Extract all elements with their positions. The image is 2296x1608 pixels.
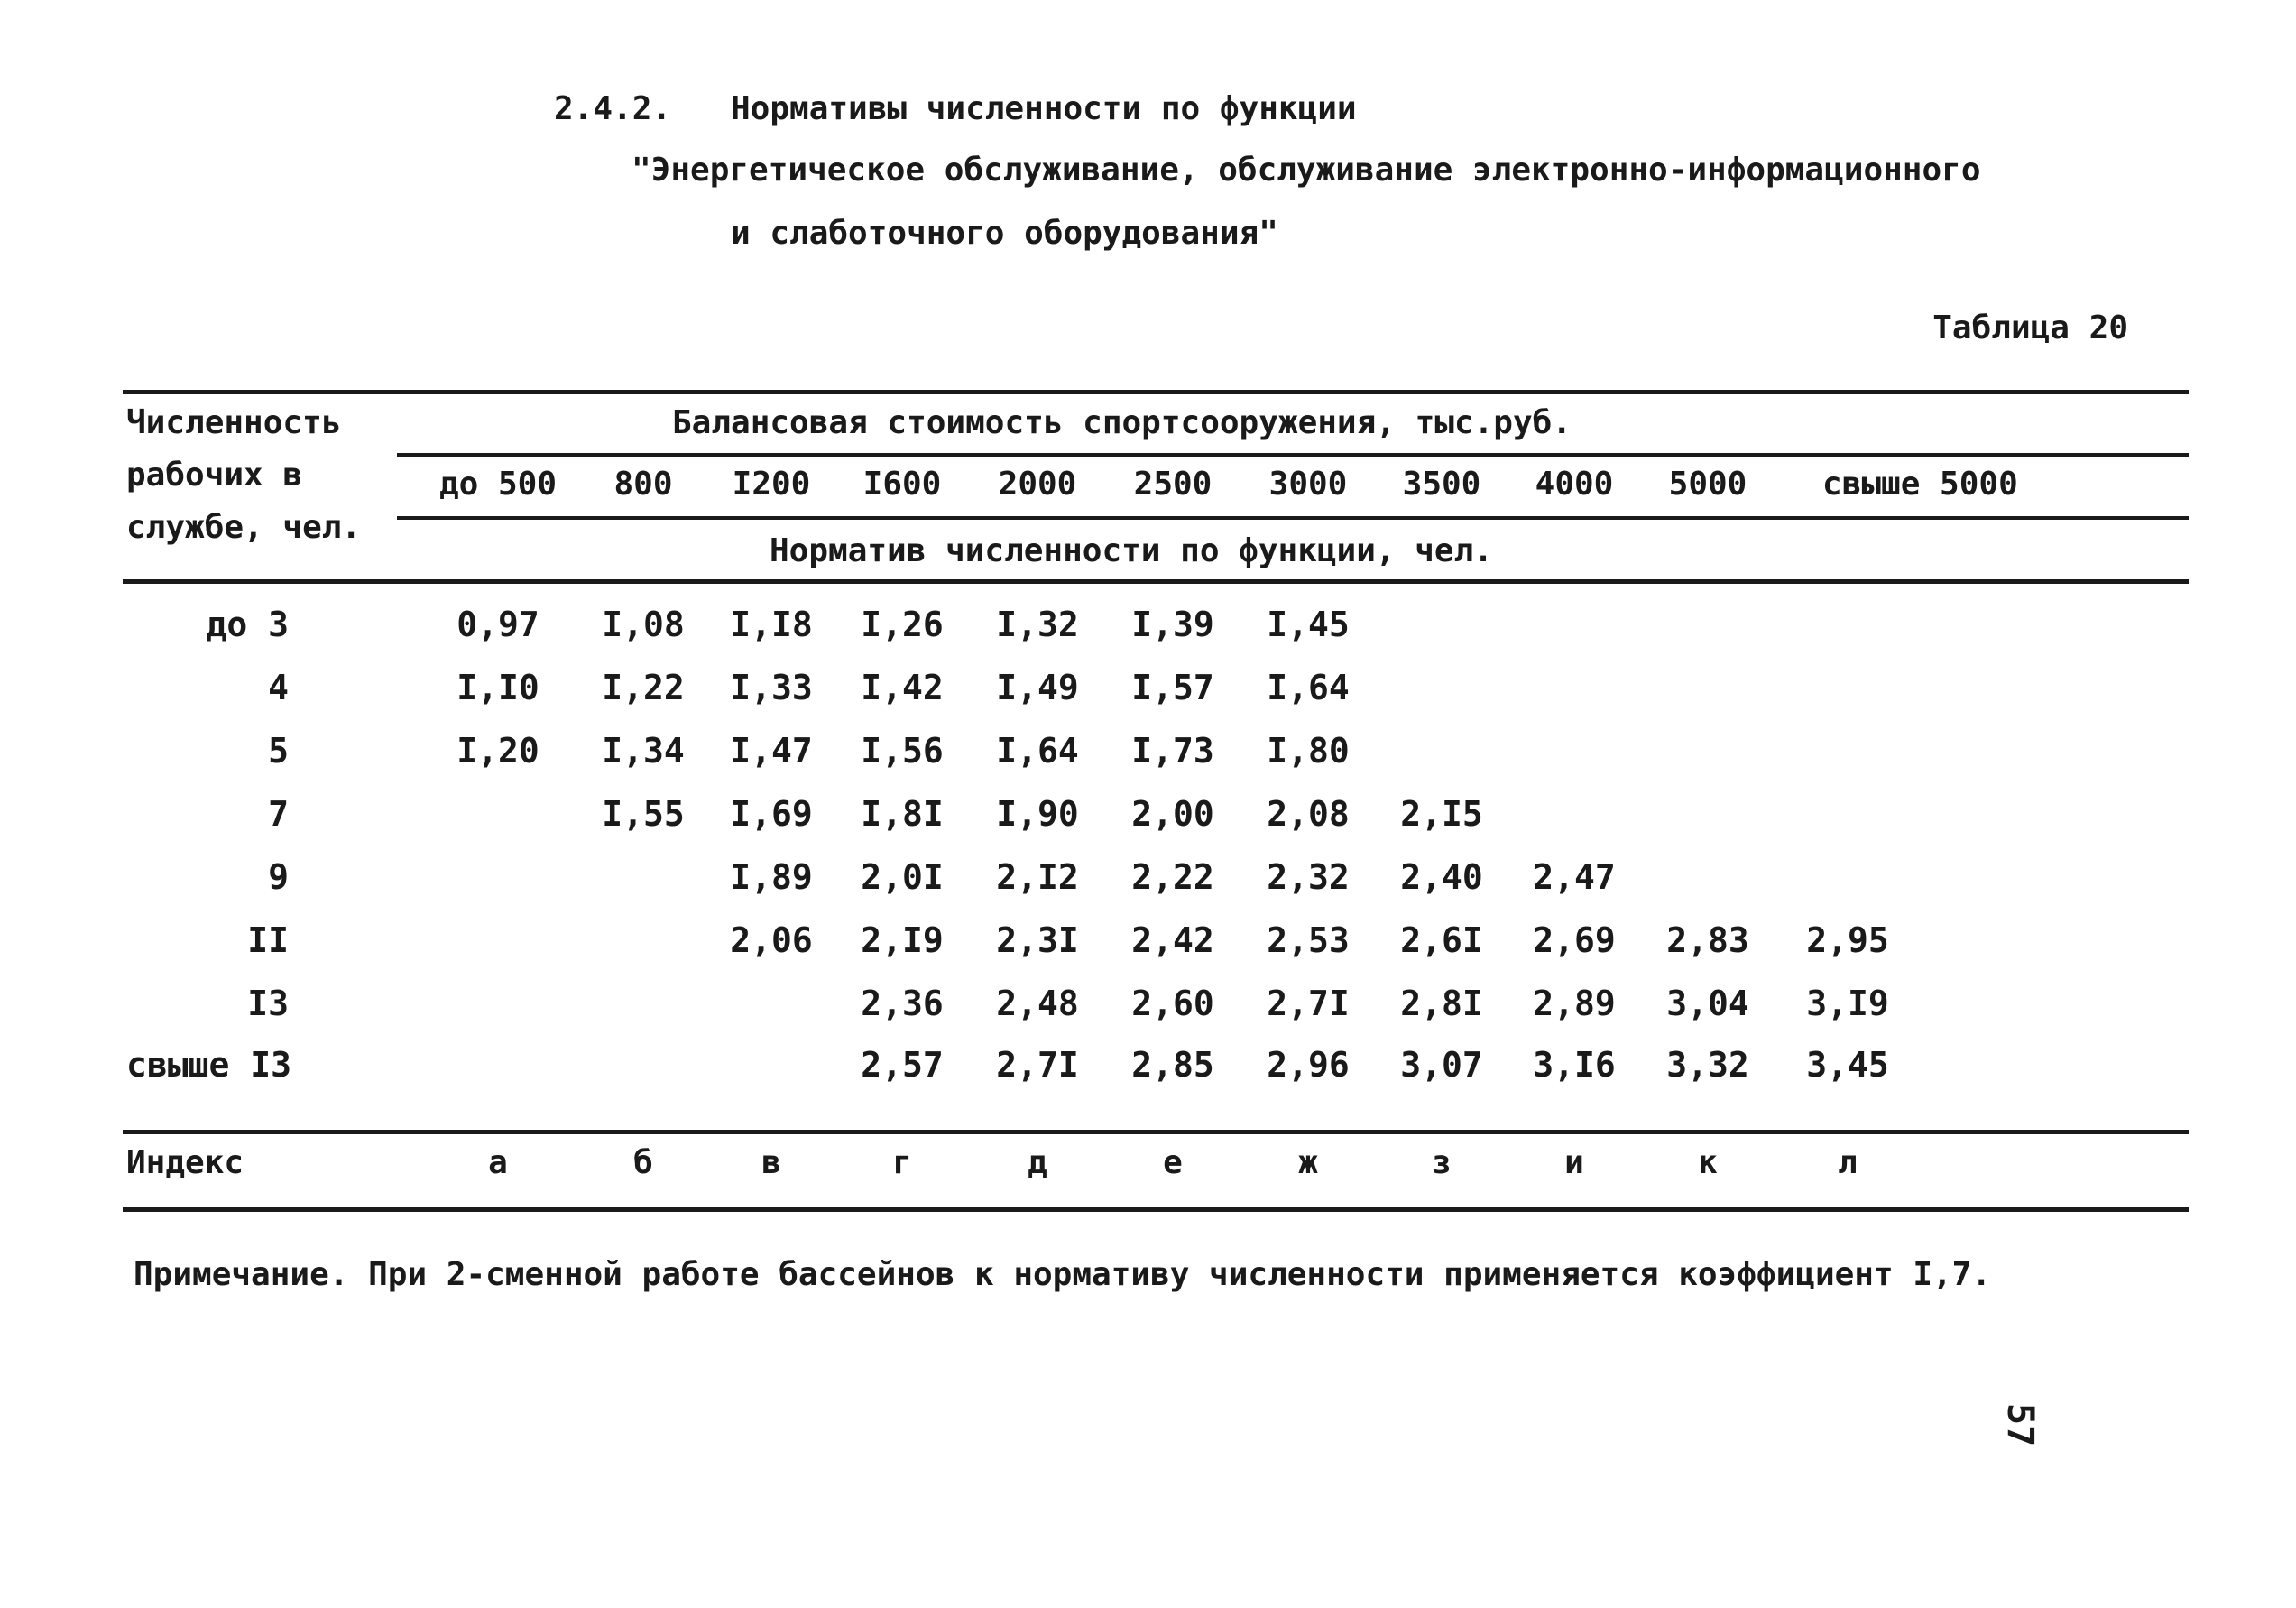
table-cell: 0,97 [456, 605, 539, 644]
table-cell: 2,3I [996, 920, 1079, 960]
table-cell: 2,32 [1267, 857, 1350, 897]
column-header: 3500 [1402, 466, 1481, 503]
table-cell: 3,32 [1666, 1045, 1749, 1085]
table-cell: I,39 [1131, 605, 1214, 644]
table-cell: 2,7I [1267, 984, 1350, 1023]
index-cell: б [633, 1144, 653, 1181]
group-header: Балансовая стоимость спортсооружения, тыс.руб. [672, 404, 1572, 441]
table-cell: 2,I5 [1400, 794, 1483, 834]
index-cell: г [892, 1144, 912, 1181]
table-bottom-rule [123, 1207, 2189, 1212]
table-cell: I,89 [730, 857, 813, 897]
table-cell: 2,69 [1533, 920, 1616, 960]
group-header-rule [397, 453, 2189, 457]
row-label: 9 [268, 857, 289, 897]
index-cell: д [1028, 1144, 1047, 1181]
table-cell: I,45 [1267, 605, 1350, 644]
row-label: 4 [268, 668, 289, 707]
table-cell: I,47 [730, 731, 813, 771]
table-cell: 2,06 [730, 920, 813, 960]
column-header: I200 [732, 466, 811, 503]
column-header: свыше 5000 [1822, 466, 2018, 503]
column-header: 2500 [1133, 466, 1213, 503]
table-cell: 2,53 [1267, 920, 1350, 960]
index-top-rule [123, 1130, 2189, 1134]
table-cell: 2,60 [1131, 984, 1214, 1023]
column-header: 800 [613, 466, 673, 503]
index-cell: е [1163, 1144, 1183, 1181]
table-cell: I,I0 [456, 668, 539, 707]
table-cell: 2,47 [1533, 857, 1616, 897]
table-cell: I,20 [456, 731, 539, 771]
table-cell: 2,85 [1131, 1045, 1214, 1085]
row-label: 5 [268, 731, 289, 771]
table-cell: 2,57 [861, 1045, 944, 1085]
table-cell: I,64 [996, 731, 1079, 771]
column-header: 4000 [1535, 466, 1614, 503]
column-header: 2000 [998, 466, 1077, 503]
table-cell: I,32 [996, 605, 1079, 644]
row-header-line-3: службе, чел. [126, 509, 362, 546]
index-cell: в [761, 1144, 781, 1181]
table-cell: 3,45 [1806, 1045, 1889, 1085]
row-label: свыше I3 [126, 1045, 292, 1085]
table-cell: 2,I2 [996, 857, 1079, 897]
row-label: I3 [247, 984, 289, 1023]
heading-line-1: Нормативы численности по функции [731, 90, 1357, 127]
row-label: 7 [268, 794, 289, 834]
row-header-line-1: Численность [126, 404, 342, 441]
table-cell: 2,36 [861, 984, 944, 1023]
table-cell: 2,0I [861, 857, 944, 897]
table-cell: I,33 [730, 668, 813, 707]
table-cell: I,42 [861, 668, 944, 707]
table-cell: 2,22 [1131, 857, 1214, 897]
table-cell: 2,48 [996, 984, 1079, 1023]
heading-line-3: и слаботочного оборудования" [731, 215, 1278, 252]
table-cell: 2,95 [1806, 920, 1889, 960]
index-cell: а [488, 1144, 508, 1181]
table-cell: 2,08 [1267, 794, 1350, 834]
section-heading [554, 90, 1357, 127]
table-cell: 2,40 [1400, 857, 1483, 897]
table-cell: 2,7I [996, 1045, 1079, 1085]
table-cell: I,90 [996, 794, 1079, 834]
heading-line-2: "Энергетическое обслуживание, обслуживание электронно-информационного [632, 152, 1981, 189]
table-cell: I,57 [1131, 668, 1214, 707]
table-cell: I,73 [1131, 731, 1214, 771]
table-cell: 3,04 [1666, 984, 1749, 1023]
table-cell: I,34 [602, 731, 685, 771]
table-top-rule [123, 390, 2189, 394]
section-number: 2.4.2. [554, 90, 672, 127]
table-cell: I,26 [861, 605, 944, 644]
table-cell: 2,83 [1666, 920, 1749, 960]
index-cell: з [1432, 1144, 1452, 1181]
table-cell: 3,07 [1400, 1045, 1483, 1085]
table-cell: I,55 [602, 794, 685, 834]
row-header-line-2: рабочих в [126, 457, 303, 494]
table-cell: 2,42 [1131, 920, 1214, 960]
table-label: Таблица 20 [1932, 310, 2128, 347]
table-cell: 2,96 [1267, 1045, 1350, 1085]
row-label: II [247, 920, 289, 960]
table-cell: 3,I6 [1533, 1045, 1616, 1085]
sub-header: Норматив численности по функции, чел. [770, 532, 1493, 569]
column-header: 5000 [1668, 466, 1747, 503]
table-cell: I,56 [861, 731, 944, 771]
index-label: Индекс [126, 1144, 244, 1181]
table-cell: I,22 [602, 668, 685, 707]
header-bottom-rule [123, 579, 2189, 584]
table-cell: 2,89 [1533, 984, 1616, 1023]
table-cell: I,64 [1267, 668, 1350, 707]
table-cell: 2,00 [1131, 794, 1214, 834]
table-cell: 2,6I [1400, 920, 1483, 960]
table-cell: I,08 [602, 605, 685, 644]
index-cell: ж [1298, 1144, 1318, 1181]
table-cell: 2,8I [1400, 984, 1483, 1023]
table-cell: I,69 [730, 794, 813, 834]
table-cell: 3,I9 [1806, 984, 1889, 1023]
column-header: 3000 [1268, 466, 1348, 503]
index-cell: к [1698, 1144, 1718, 1181]
column-header: до 500 [438, 466, 558, 503]
footnote: Примечание. При 2-сменной работе бассейнов к нормативу численности применяется коэффициент I,7. [134, 1256, 1992, 1293]
table-cell: I,49 [996, 668, 1079, 707]
index-cell: и [1564, 1144, 1584, 1181]
column-header-rule [397, 516, 2189, 520]
table-cell: 2,I9 [861, 920, 944, 960]
page-number: 57 [1999, 1403, 2041, 1447]
index-cell: л [1838, 1144, 1858, 1181]
table-cell: I,8I [861, 794, 944, 834]
table-cell: I,80 [1267, 731, 1350, 771]
table-cell: I,I8 [730, 605, 813, 644]
row-label: до 3 [206, 605, 289, 644]
column-header: I600 [862, 466, 942, 503]
